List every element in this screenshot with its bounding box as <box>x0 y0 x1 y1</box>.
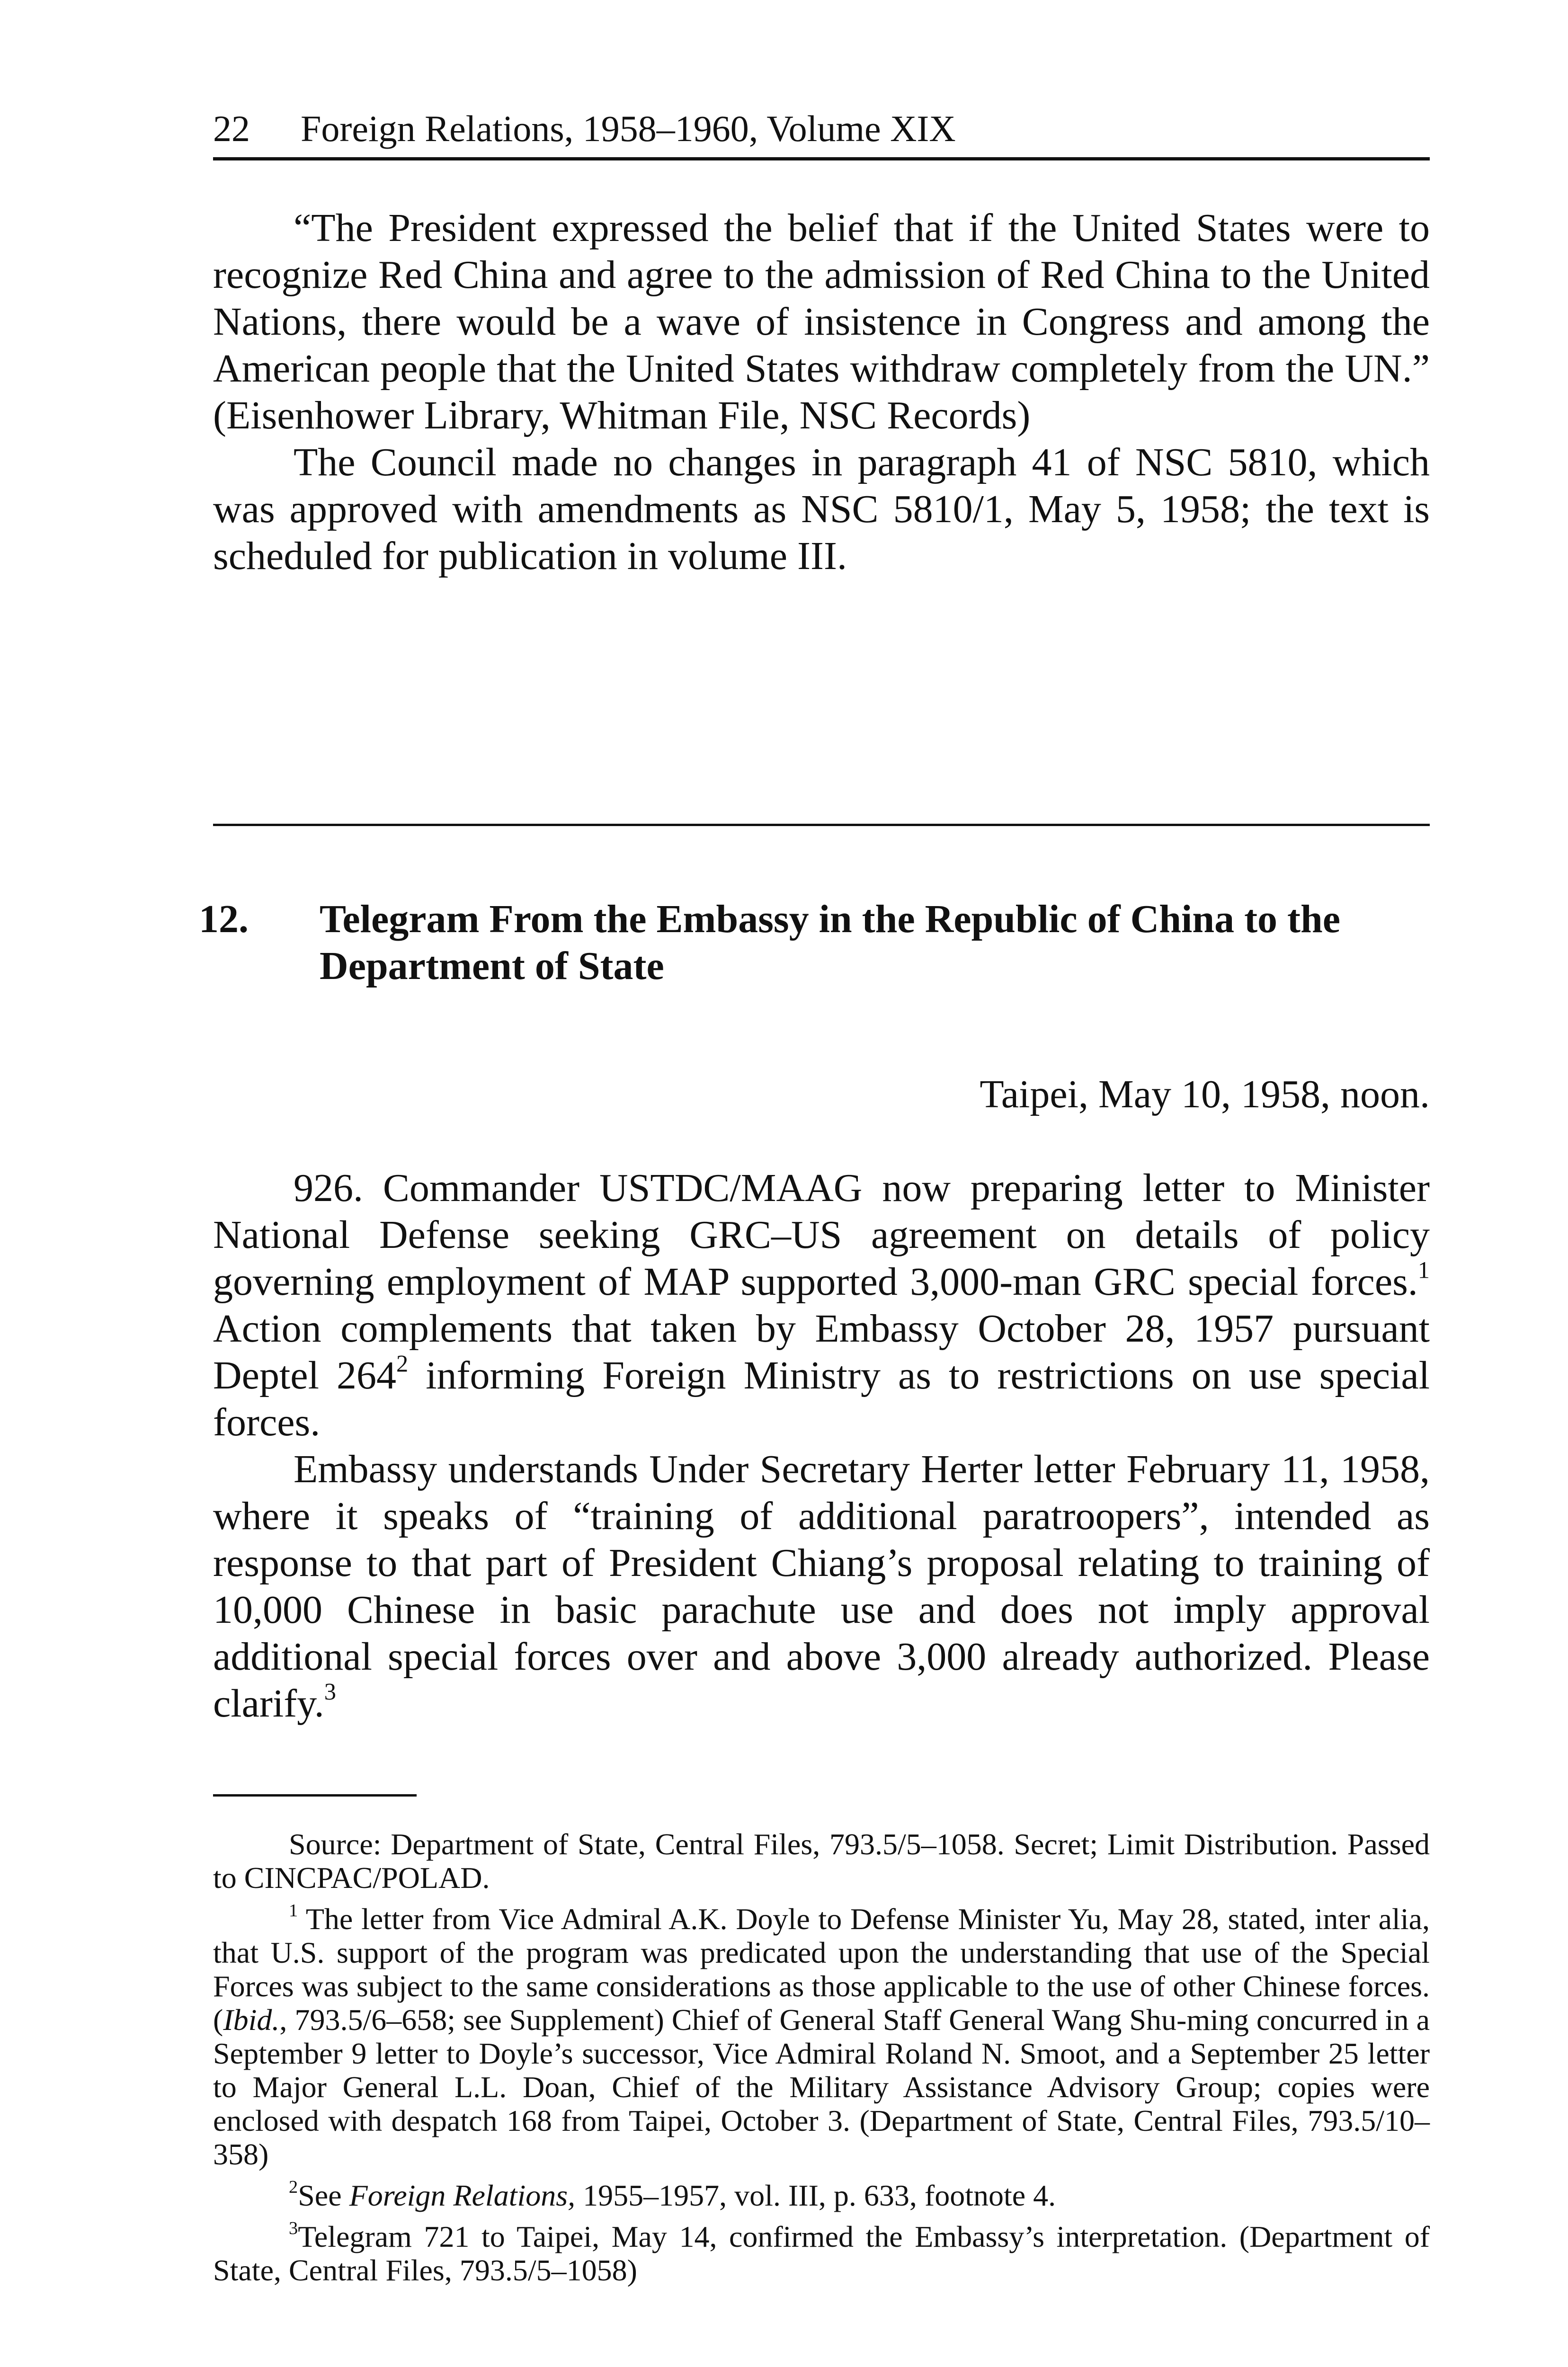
document-number: 12. <box>199 897 249 941</box>
header-rule <box>213 157 1430 160</box>
footnote-text: The letter from Vice Admiral A.K. Doyle to Defense Minister Yu, May 28, stated, inter alia, that U.S. support of the program was predicated upon the understanding that use of the Special Forces was subject to the same considerations as those applicable to the use of other Chinese forces. ( <box>213 1902 1430 2037</box>
footnote-mark: 1 <box>289 1901 298 1921</box>
footnote-italic: Ibid. <box>223 2003 280 2037</box>
footnote-mark: 2 <box>289 2177 298 2198</box>
running-head <box>213 105 1430 152</box>
footnote-text: See <box>298 2179 349 2212</box>
telegram-text: 926. Commander USTDC/MAAG now preparing letter to Minister National Defense seeking GRC–US agreement on details of policy governing employment of MAP supported 3,000-man GRC special forces. <box>213 1166 1430 1304</box>
footnote-mark: 3 <box>289 2218 298 2239</box>
continued-text <box>213 205 1430 579</box>
footnote-text: 1955–1957, vol. III, p. 633, footnote 4. <box>575 2179 1056 2212</box>
footnote-text: , 793.5/6–658; see Supplement) Chief of General Staff General Wang Shu-ming concurred in a September 9 letter to Doyle’s successor, Vice Admiral Roland N. Smoot, and a September 25 letter to Major General L.L. Doan, Chief of the Military Assistance Advisory Group; copies were enclosed with despatch 168 from Taipei, October 3. (Department of State, Central Files, 793.5/10–358) <box>213 2003 1430 2171</box>
telegram-text: Embassy understands Under Secretary Herter letter February 11, 1958, where it speaks of “training of additional paratroopers”, intended as response to that part of President Chiang’s proposal relating to training of 10,000 Chinese in basic parachute use and does not imply approval additional special forces over and above 3,000 already authorized. Please clarify. <box>213 1447 1430 1726</box>
footnote-2 <box>213 2179 1430 2212</box>
telegram-text: informing Foreign Ministry as to restrictions on use special forces. <box>213 1353 1430 1444</box>
telegram-text: Action complements that taken by Embassy October 28, 1957 pursuant Deptel 264 <box>213 1307 1430 1397</box>
footnote-text: Telegram 721 to Taipei, May 14, confirmed the Embassy’s interpretation. (Department of State, Central Files, 793.5/5–1058) <box>213 2220 1430 2287</box>
volume-title: Foreign Relations, 1958–1960, Volume XIX <box>301 108 956 149</box>
footnote-rule <box>213 1794 417 1797</box>
section-rule <box>213 824 1430 826</box>
document-title: Telegram From the Embassy in the Republic of China to the Department of State <box>320 897 1341 988</box>
footnotes <box>213 1827 1430 2295</box>
footnote-ref-1: 1 <box>1417 1256 1430 1283</box>
council-paragraph: The Council made no changes in paragraph 41 of NSC 5810, which was approved with amendments as NSC 5810/1, May 5, 1958; the text is scheduled for publication in volume III. <box>213 440 1430 578</box>
source-note: Source: Department of State, Central Files, 793.5/5–1058. Secret; Limit Distribution. Passed to CINCPAC/POLAD. <box>213 1827 1430 1895</box>
dateline: Taipei, May 10, 1958, noon. <box>980 1072 1430 1116</box>
telegram-paragraph-1 <box>213 1165 1430 1446</box>
footnote-1 <box>213 1902 1430 2171</box>
page-number: 22 <box>213 108 250 149</box>
telegram-paragraph-2 <box>213 1446 1430 1727</box>
footnote-ref-3: 3 <box>324 1678 336 1705</box>
footnote-italic: Foreign Relations, <box>349 2179 576 2212</box>
footnote-3 <box>213 2220 1430 2287</box>
telegram-body <box>213 1165 1430 1727</box>
quote-paragraph: “The President expressed the belief that if the United States were to recognize Red China and agree to the admission of Red China to the United Nations, there would be a wave of insistence in Congress and among the American people that the United States withdraw completely from the UN.” (Eisenhower Library, Whitman File, NSC Records) <box>213 206 1430 437</box>
footnote-ref-2: 2 <box>396 1350 409 1377</box>
